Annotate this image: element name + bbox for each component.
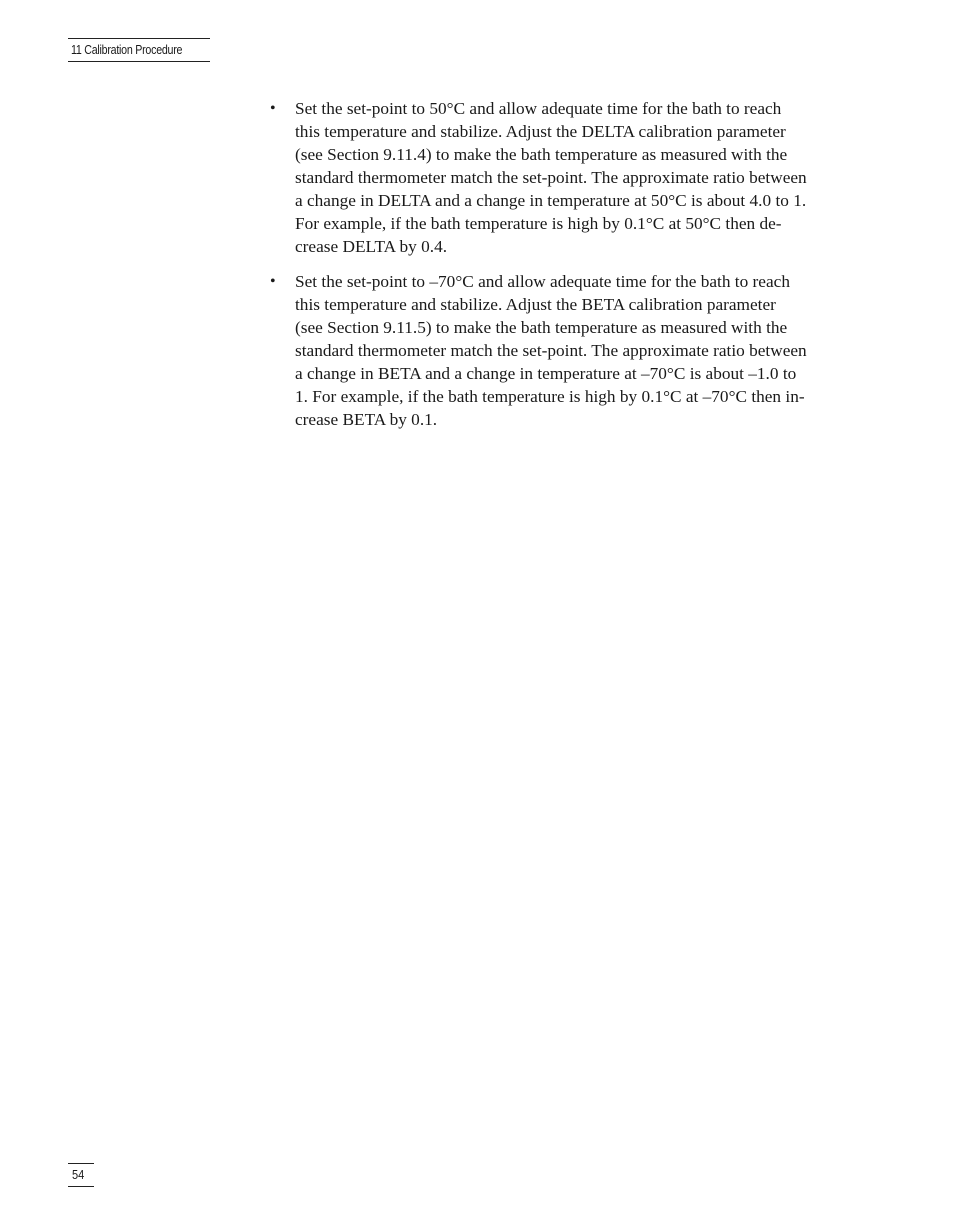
page-number-box: [68, 1163, 94, 1187]
bullet-icon: •: [270, 100, 276, 117]
text-line: For example, if the bath temperature is high by 0.1°C at 50°C then de-: [295, 214, 782, 233]
text-line: crease BETA by 0.1.: [295, 410, 438, 429]
text-line: standard thermometer match the set-point. The approximate ratio between: [295, 341, 807, 360]
list-item-delta-calibration: [270, 97, 862, 258]
section-title: 11 Calibration Procedure: [71, 42, 183, 57]
page-number: 54: [72, 1167, 85, 1182]
text-line: Set the set-point to 50°C and allow adequate time for the bath to reach: [295, 99, 782, 118]
text-line: (see Section 9.11.5) to make the bath temperature as measured with the: [295, 318, 788, 337]
page-body: [270, 97, 862, 443]
text-line: crease DELTA by 0.4.: [295, 237, 448, 256]
text-line: (see Section 9.11.4) to make the bath temperature as measured with the: [295, 145, 788, 164]
text-line: this temperature and stabilize. Adjust the DELTA calibration parameter: [295, 122, 786, 141]
text-line: standard thermometer match the set-point. The approximate ratio between: [295, 168, 807, 187]
bullet-icon: •: [270, 273, 276, 290]
text-line: a change in DELTA and a change in temperature at 50°C is about 4.0 to 1.: [295, 191, 807, 210]
list-item-beta-calibration: [270, 270, 862, 431]
text-line: this temperature and stabilize. Adjust the BETA calibration parameter: [295, 295, 776, 314]
text-line: a change in BETA and a change in temperature at –70°C is about –1.0 to: [295, 364, 797, 383]
text-line: Set the set-point to –70°C and allow adequate time for the bath to reach: [295, 272, 790, 291]
text-line: 1. For example, if the bath temperature is high by 0.1°C at –70°C then in-: [295, 387, 805, 406]
running-header: [68, 38, 210, 62]
